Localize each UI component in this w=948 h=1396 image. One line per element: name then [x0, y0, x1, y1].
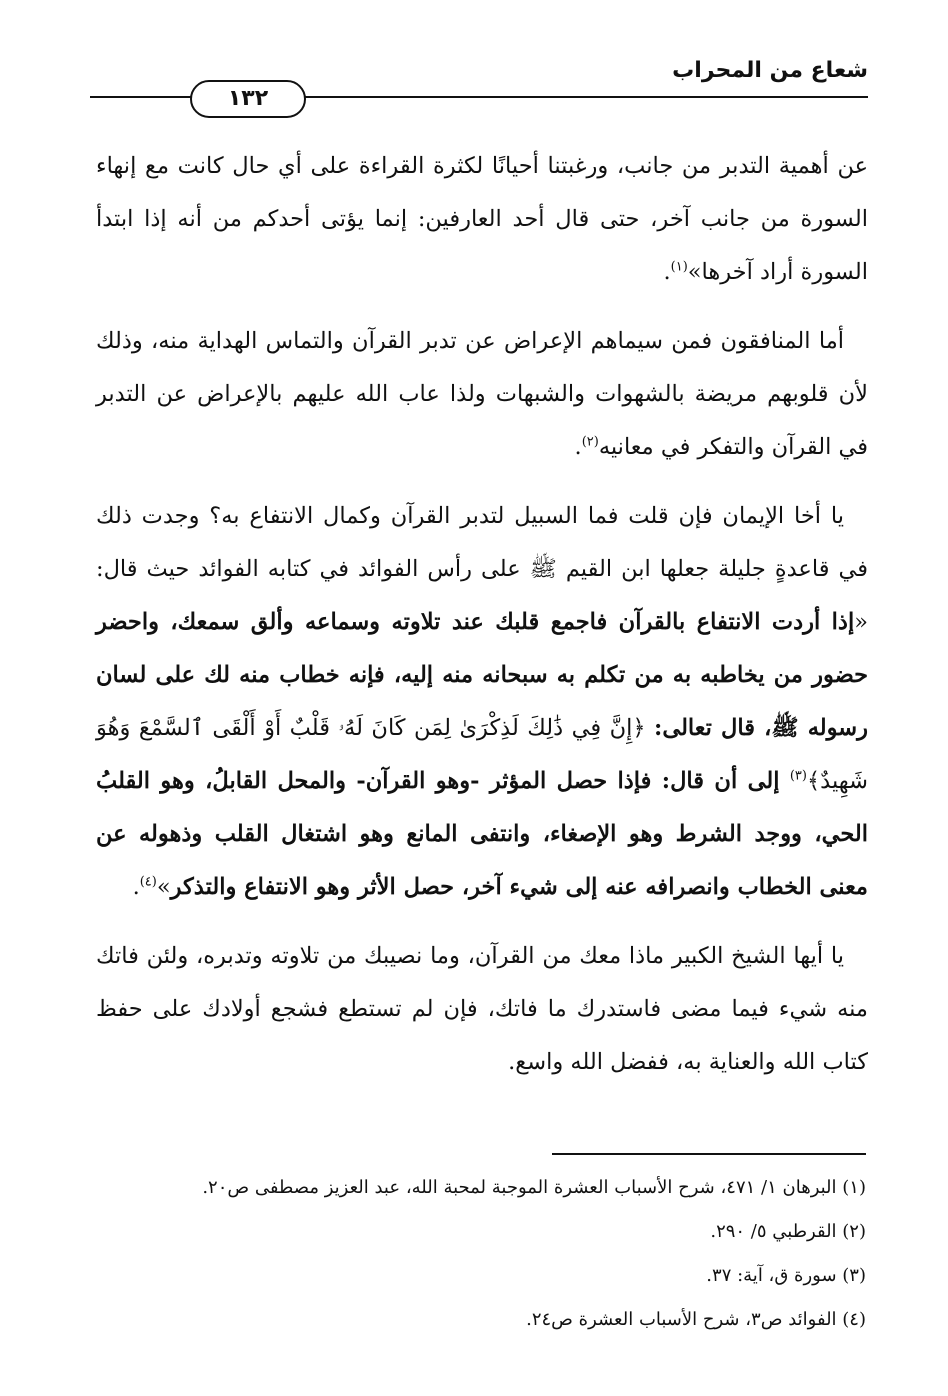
- paragraph-1: [96, 140, 868, 299]
- footnote-ref: (٤): [139, 874, 157, 890]
- running-title: شعاع من المحراب: [672, 58, 868, 83]
- page-number: ١٣٢: [190, 80, 306, 118]
- quoted-text: إذا أردت الانتفاع بالقرآن فاجمع قلبك عند تلاوته وسماعه وألق سمعك، واحضر حضور من يخاطبه به من تكلم به سبحانه منه إليه، فإنه خطاب منه لك على لسان رسوله ﷺ، قال تعالى:: [96, 609, 868, 741]
- footnote-ref: (٣): [789, 768, 807, 784]
- footnote-4: (٤) الفوائد ص٣، شرح الأسباب العشرة ص٢٤.: [526, 1309, 866, 1330]
- paragraph-tail: .: [574, 434, 582, 460]
- footnotes: [90, 1166, 866, 1342]
- quran-verse: ﴿إِنَّ فِي ذَٰلِكَ لَذِكْرَىٰ لِمَن كَانَ لَهُۥ قَلْبٌ أَوْ أَلْقَى ٱلسَّمْعَ وَهُوَ شَهِيدٌ﴾: [96, 715, 868, 794]
- footnote-ref: (٢): [581, 434, 599, 450]
- footnote-1: (١) البرهان ١/ ٤٧١، شرح الأسباب العشرة الموجبة لمحبة الله، عبد العزيز مصطفى ص٢٠.: [202, 1177, 866, 1198]
- paragraph-2: [96, 315, 868, 474]
- closing-quote: »: [156, 874, 171, 900]
- footnote-ref: (١): [670, 259, 688, 275]
- paragraph-text: يا أخا الإيمان فإن قلت فما السبيل لتدبر القرآن وكمال الانتفاع به؟ وجدت ذلك في قاعدةٍ جليلة جعلها ابن القيم ﷺ على رأس الفوائد في كتابه الفوائد حيث قال: «: [96, 503, 868, 635]
- paragraph-4: [96, 930, 868, 1089]
- footnote-3: (٣) سورة ق، آية: ٣٧.: [706, 1265, 866, 1286]
- quoted-text-continued: إلى أن قال: فإذا حصل المؤثر -وهو القرآن- والمحل القابلُ، وهو القلبُ الحي، ووجد الشرط وهو الإصغاء، وانتفى المانع وهو اشتغال القلب وذهوله عن معنى الخطاب وانصرافه عنه إلى شيء آخر، حصل الأثر وهو الانتفاع والتذكر: [96, 768, 868, 900]
- page-header: [90, 58, 868, 118]
- footnote-rule: [552, 1153, 866, 1155]
- footnote-2: (٢) القرطبي ٥/ ٢٩٠.: [710, 1221, 866, 1242]
- paragraph-tail: .: [132, 874, 140, 900]
- paragraph-3: [96, 490, 868, 914]
- paragraph-text: عن أهمية التدبر من جانب، ورغبتنا أحيانًا لكثرة القراءة على أي حال كانت مع إنهاء السورة من جانب آخر، حتى قال أحد العارفين: إنما يؤتى أحدكم من أنه إذا ابتدأ السورة أراد آخرها»: [96, 153, 868, 285]
- paragraph-tail: .: [663, 259, 671, 285]
- paragraph-text: أما المنافقون فمن سيماهم الإعراض عن تدبر القرآن والتماس الهداية منه، وذلك لأن قلوبهم مريضة بالشهوات والشبهات ولذا عاب الله عليهم بالإعراض عن التدبر في القرآن والتفكر في معانيه: [96, 328, 868, 460]
- paragraph-text: يا أيها الشيخ الكبير ماذا معك من القرآن، وما نصيبك من تلاوته وتدبره، ولئن فاتك منه شيء فيما مضى فاستدرك ما فاتك، فإن لم تستطع فشجع أولادك على حفظ كتاب الله والعناية به، ففضل الله واسع.: [96, 943, 868, 1075]
- body-text: [96, 140, 868, 1105]
